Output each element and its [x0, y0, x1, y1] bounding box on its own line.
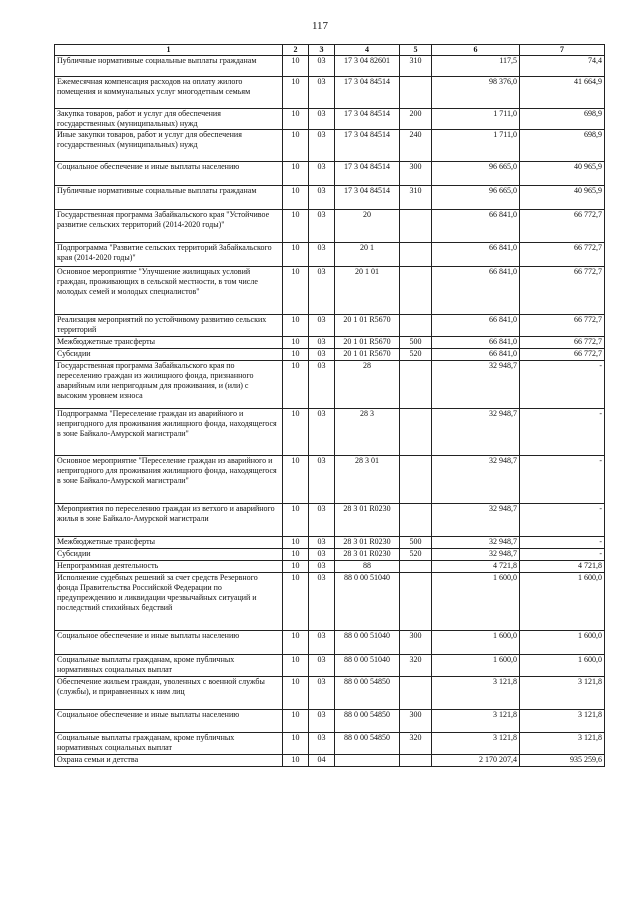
table-row: [55, 210, 605, 243]
row-name: Межбюджетные трансферты: [55, 537, 283, 549]
row-section: 10: [283, 631, 309, 655]
row-section: 10: [283, 267, 309, 315]
row-amount-plan: 32 948,7: [432, 504, 520, 537]
row-amount-actual: 1 600,0: [520, 631, 605, 655]
row-target-article: 88 0 00 54850: [335, 710, 400, 733]
row-amount-plan: 96 665,0: [432, 162, 520, 186]
row-subsection: 03: [309, 504, 335, 537]
row-target-article: 88 0 00 51040: [335, 655, 400, 677]
table-row: [55, 267, 605, 315]
row-section: 10: [283, 549, 309, 561]
row-amount-plan: 32 948,7: [432, 456, 520, 504]
row-section: 10: [283, 315, 309, 337]
row-name: Публичные нормативные социальные выплаты гражданам: [55, 186, 283, 210]
row-section: 10: [283, 243, 309, 267]
table-row: [55, 315, 605, 337]
row-section: 10: [283, 573, 309, 631]
row-name: Обеспечение жильем граждан, уволенных с военной службы (службы), и приравненных к ним лиц: [55, 677, 283, 710]
row-target-article: 28: [335, 361, 400, 409]
header-cell: 1: [55, 45, 283, 56]
row-target-article: 20 1 01 R5670: [335, 349, 400, 361]
row-subsection: 03: [309, 162, 335, 186]
row-section: 10: [283, 77, 309, 109]
row-target-article: [335, 755, 400, 767]
row-amount-plan: 1 711,0: [432, 109, 520, 130]
row-amount-plan: 66 841,0: [432, 267, 520, 315]
row-amount-actual: 66 772,7: [520, 210, 605, 243]
table-row: [55, 537, 605, 549]
row-amount-plan: 96 665,0: [432, 186, 520, 210]
row-subsection: 03: [309, 733, 335, 755]
row-section: 10: [283, 56, 309, 77]
row-subsection: 03: [309, 561, 335, 573]
row-subsection: 03: [309, 361, 335, 409]
row-subsection: 03: [309, 337, 335, 349]
row-section: 10: [283, 186, 309, 210]
row-target-article: 17 3 04 84514: [335, 186, 400, 210]
table-row: [55, 504, 605, 537]
row-subsection: 03: [309, 549, 335, 561]
row-amount-actual: 935 259,6: [520, 755, 605, 767]
row-expense-type: 320: [400, 655, 432, 677]
row-amount-actual: 40 965,9: [520, 162, 605, 186]
row-amount-actual: 41 664,9: [520, 77, 605, 109]
row-expense-type: [400, 210, 432, 243]
row-target-article: 20 1: [335, 243, 400, 267]
table-row: [55, 573, 605, 631]
budget-table: [54, 44, 605, 767]
row-amount-plan: 66 841,0: [432, 337, 520, 349]
row-amount-actual: -: [520, 361, 605, 409]
row-expense-type: [400, 561, 432, 573]
table-row: [55, 109, 605, 130]
table-row: [55, 361, 605, 409]
header-cell: 3: [309, 45, 335, 56]
table-row: [55, 549, 605, 561]
row-amount-actual: 1 600,0: [520, 573, 605, 631]
row-amount-plan: 3 121,8: [432, 733, 520, 755]
row-amount-actual: 3 121,8: [520, 677, 605, 710]
row-amount-plan: 32 948,7: [432, 537, 520, 549]
table-row: [55, 755, 605, 767]
row-amount-actual: 4 721,8: [520, 561, 605, 573]
row-amount-plan: 2 170 207,4: [432, 755, 520, 767]
row-name: Исполнение судебных решений за счет средств Резервного фонда Правительства Российской Федерации по предупреждению и ликвидации чрезвычайных ситуаций и последствий стихийных бедствий: [55, 573, 283, 631]
row-target-article: 28 3 01 R0230: [335, 504, 400, 537]
row-section: 10: [283, 755, 309, 767]
row-subsection: 03: [309, 349, 335, 361]
row-target-article: 20 1 01: [335, 267, 400, 315]
row-amount-plan: 3 121,8: [432, 710, 520, 733]
row-name: Субсидии: [55, 549, 283, 561]
row-section: 10: [283, 537, 309, 549]
row-amount-plan: 1 600,0: [432, 631, 520, 655]
row-amount-actual: -: [520, 504, 605, 537]
row-section: 10: [283, 677, 309, 710]
row-subsection: 03: [309, 210, 335, 243]
row-expense-type: [400, 573, 432, 631]
row-name: Социальное обеспечение и иные выплаты населению: [55, 162, 283, 186]
row-subsection: 03: [309, 573, 335, 631]
row-expense-type: 300: [400, 162, 432, 186]
header-row: [55, 45, 605, 56]
row-subsection: 03: [309, 130, 335, 162]
row-section: 10: [283, 162, 309, 186]
row-section: 10: [283, 337, 309, 349]
row-amount-actual: 698,9: [520, 109, 605, 130]
row-name: Основное мероприятие "Переселение граждан из аварийного и непригодного для проживания жилищного фонда, находящегося в зоне Байкало-Амурской магистрали": [55, 456, 283, 504]
row-name: Социальное обеспечение и иные выплаты населению: [55, 631, 283, 655]
table-row: [55, 77, 605, 109]
row-target-article: 88 0 00 51040: [335, 631, 400, 655]
row-amount-actual: 66 772,7: [520, 315, 605, 337]
row-expense-type: 300: [400, 631, 432, 655]
table-row: [55, 733, 605, 755]
header-cell: 5: [400, 45, 432, 56]
row-expense-type: [400, 315, 432, 337]
header-cell: 7: [520, 45, 605, 56]
row-name: Субсидии: [55, 349, 283, 361]
row-section: 10: [283, 710, 309, 733]
row-amount-actual: 66 772,7: [520, 243, 605, 267]
row-expense-type: 200: [400, 109, 432, 130]
row-name: Социальное обеспечение и иные выплаты населению: [55, 710, 283, 733]
row-target-article: 17 3 04 84514: [335, 109, 400, 130]
table-row: [55, 130, 605, 162]
row-section: 10: [283, 210, 309, 243]
page-number: 117: [311, 20, 329, 32]
row-subsection: 03: [309, 315, 335, 337]
row-target-article: 20 1 01 R5670: [335, 315, 400, 337]
row-target-article: 88 0 00 54850: [335, 677, 400, 710]
row-amount-plan: 117,5: [432, 56, 520, 77]
row-section: 10: [283, 409, 309, 456]
table-row: [55, 56, 605, 77]
row-section: 10: [283, 361, 309, 409]
row-name: Охрана семьи и детства: [55, 755, 283, 767]
table-row: [55, 243, 605, 267]
row-amount-plan: 32 948,7: [432, 549, 520, 561]
table-row: [55, 349, 605, 361]
row-subsection: 03: [309, 655, 335, 677]
row-expense-type: 320: [400, 733, 432, 755]
row-amount-plan: 32 948,7: [432, 409, 520, 456]
row-expense-type: [400, 243, 432, 267]
row-amount-actual: -: [520, 549, 605, 561]
table-row: [55, 162, 605, 186]
row-name: Мероприятия по переселению граждан из ветхого и аварийного жилья в зоне Байкало-Амурской магистрали: [55, 504, 283, 537]
row-name: Публичные нормативные социальные выплаты гражданам: [55, 56, 283, 77]
row-name: Реализация мероприятий по устойчивому развитию сельских территорий: [55, 315, 283, 337]
row-amount-actual: 3 121,8: [520, 733, 605, 755]
row-section: 10: [283, 561, 309, 573]
row-subsection: 03: [309, 267, 335, 315]
row-amount-actual: 3 121,8: [520, 710, 605, 733]
row-subsection: 03: [309, 631, 335, 655]
table-row: [55, 186, 605, 210]
row-amount-actual: 40 965,9: [520, 186, 605, 210]
row-amount-plan: 98 376,0: [432, 77, 520, 109]
row-subsection: 03: [309, 77, 335, 109]
row-amount-plan: 4 721,8: [432, 561, 520, 573]
row-amount-plan: 66 841,0: [432, 210, 520, 243]
row-amount-plan: 66 841,0: [432, 315, 520, 337]
row-name: Иные закупки товаров, работ и услуг для обеспечения государственных (муниципальных) нужд: [55, 130, 283, 162]
row-section: 10: [283, 349, 309, 361]
row-amount-plan: 1 600,0: [432, 573, 520, 631]
row-name: Межбюджетные трансферты: [55, 337, 283, 349]
row-name: Непрограммная деятельность: [55, 561, 283, 573]
row-amount-actual: -: [520, 409, 605, 456]
header-cell: 2: [283, 45, 309, 56]
row-amount-actual: 66 772,7: [520, 267, 605, 315]
row-target-article: 88 0 00 54850: [335, 733, 400, 755]
row-amount-actual: 74,4: [520, 56, 605, 77]
row-section: 10: [283, 456, 309, 504]
row-expense-type: 520: [400, 549, 432, 561]
row-expense-type: 300: [400, 710, 432, 733]
row-target-article: 20 1 01 R5670: [335, 337, 400, 349]
row-target-article: 28 3: [335, 409, 400, 456]
row-amount-actual: -: [520, 537, 605, 549]
row-subsection: 03: [309, 186, 335, 210]
row-target-article: 17 3 04 84514: [335, 162, 400, 186]
row-expense-type: [400, 77, 432, 109]
row-expense-type: [400, 755, 432, 767]
row-expense-type: [400, 456, 432, 504]
row-expense-type: [400, 504, 432, 537]
table-row: [55, 456, 605, 504]
row-section: 10: [283, 130, 309, 162]
table-row: [55, 710, 605, 733]
row-expense-type: 310: [400, 56, 432, 77]
row-name: Социальные выплаты гражданам, кроме публичных нормативных социальных выплат: [55, 733, 283, 755]
table-row: [55, 337, 605, 349]
row-amount-plan: 3 121,8: [432, 677, 520, 710]
row-amount-actual: 1 600,0: [520, 655, 605, 677]
row-target-article: 17 3 04 84514: [335, 77, 400, 109]
row-expense-type: 520: [400, 349, 432, 361]
row-amount-plan: 1 600,0: [432, 655, 520, 677]
row-target-article: 28 3 01 R0230: [335, 549, 400, 561]
row-amount-plan: 66 841,0: [432, 349, 520, 361]
row-target-article: 28 3 01 R0230: [335, 537, 400, 549]
row-name: Социальные выплаты гражданам, кроме публичных нормативных социальных выплат: [55, 655, 283, 677]
row-name: Подпрограмма "Переселение граждан из аварийного и непригодного для проживания жилищного фонда, находящегося в зоне Байкало-Амурской магистрали": [55, 409, 283, 456]
row-expense-type: 240: [400, 130, 432, 162]
row-subsection: 03: [309, 56, 335, 77]
table-row: [55, 655, 605, 677]
row-name: Ежемесячная компенсация расходов на оплату жилого помещения и коммунальных услуг многодетным семьям: [55, 77, 283, 109]
row-amount-plan: 1 711,0: [432, 130, 520, 162]
row-expense-type: 310: [400, 186, 432, 210]
row-expense-type: [400, 267, 432, 315]
row-expense-type: [400, 361, 432, 409]
row-section: 10: [283, 504, 309, 537]
row-subsection: 03: [309, 456, 335, 504]
row-amount-plan: 32 948,7: [432, 361, 520, 409]
header-cell: 6: [432, 45, 520, 56]
row-subsection: 03: [309, 109, 335, 130]
row-expense-type: [400, 677, 432, 710]
row-amount-actual: 66 772,7: [520, 349, 605, 361]
row-name: Основное мероприятие "Улучшение жилищных условий граждан, проживающих в сельской местности, в том числе молодых семей и молодых специалистов": [55, 267, 283, 315]
row-target-article: 17 3 04 84514: [335, 130, 400, 162]
row-name: Государственная программа Забайкальского края по переселению граждан из жилищного фонда, признанного аварийным или непригодным для проживания, и (или) с высоким уровнем износа: [55, 361, 283, 409]
row-section: 10: [283, 733, 309, 755]
row-expense-type: 500: [400, 337, 432, 349]
row-subsection: 03: [309, 677, 335, 710]
table-row: [55, 561, 605, 573]
row-amount-actual: 66 772,7: [520, 337, 605, 349]
row-section: 10: [283, 655, 309, 677]
row-section: 10: [283, 109, 309, 130]
row-subsection: 03: [309, 409, 335, 456]
row-name: Государственная программа Забайкальского края "Устойчивое развитие сельских территорий (2014-2020 годы)": [55, 210, 283, 243]
row-subsection: 03: [309, 537, 335, 549]
row-target-article: 88: [335, 561, 400, 573]
row-target-article: 88 0 00 51040: [335, 573, 400, 631]
row-target-article: 20: [335, 210, 400, 243]
row-expense-type: 500: [400, 537, 432, 549]
table-row: [55, 677, 605, 710]
row-name: Подпрограмма "Развитие сельских территорий Забайкальского края (2014-2020 годы)": [55, 243, 283, 267]
row-amount-plan: 66 841,0: [432, 243, 520, 267]
row-target-article: 28 3 01: [335, 456, 400, 504]
row-subsection: 03: [309, 243, 335, 267]
header-cell: 4: [335, 45, 400, 56]
row-name: Закупка товаров, работ и услуг для обеспечения государственных (муниципальных) нужд: [55, 109, 283, 130]
row-amount-actual: 698,9: [520, 130, 605, 162]
row-amount-actual: -: [520, 456, 605, 504]
row-expense-type: [400, 409, 432, 456]
row-subsection: 04: [309, 755, 335, 767]
row-subsection: 03: [309, 710, 335, 733]
table-row: [55, 631, 605, 655]
table-row: [55, 409, 605, 456]
row-target-article: 17 3 04 82601: [335, 56, 400, 77]
